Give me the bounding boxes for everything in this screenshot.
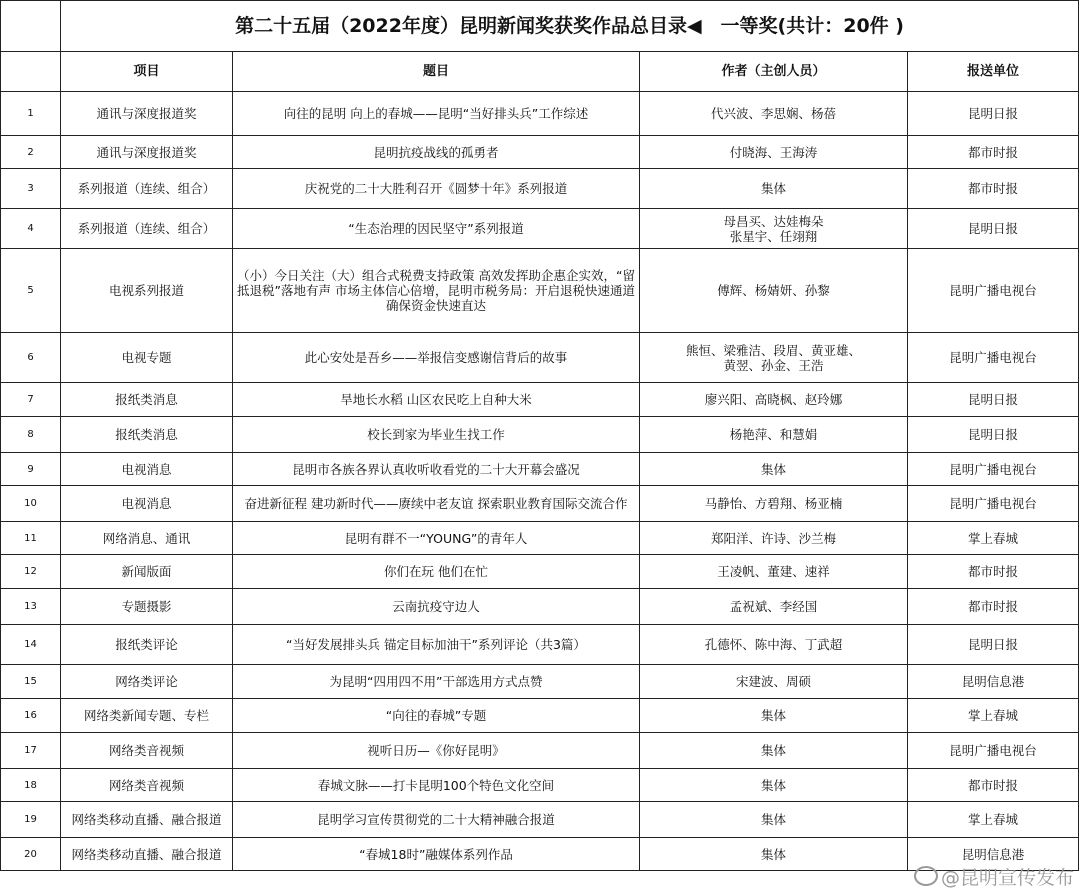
table-row [1,522,1079,555]
row-number: 17 [1,733,61,769]
row-unit: 昆明日报 [908,92,1079,136]
row-number: 1 [1,92,61,136]
row-author: 宋建波、周硕 [640,665,908,699]
row-unit: 昆明广播电视台 [908,486,1079,522]
row-unit: 昆明广播电视台 [908,333,1079,383]
row-number: 8 [1,417,61,453]
row-title: 视听日历—《你好昆明》 [233,733,640,769]
header-title: 题目 [233,52,640,92]
row-category: 电视消息 [61,453,233,486]
watermark [914,863,1074,890]
row-category: 通讯与深度报道奖 [61,136,233,169]
row-unit: 掌上春城 [908,699,1079,733]
row-unit: 掌上春城 [908,802,1079,838]
row-category: 网络类音视频 [61,733,233,769]
row-number: 5 [1,249,61,333]
row-title: 奋进新征程 建功新时代——赓续中老友谊 探索职业教育国际交流合作 [233,486,640,522]
row-author: 集体 [640,699,908,733]
row-number: 12 [1,555,61,589]
row-category: 电视消息 [61,486,233,522]
row-author: 集体 [640,802,908,838]
row-number: 7 [1,383,61,417]
weibo-icon [914,866,938,886]
row-author: 熊恒、梁雅洁、段眉、黄亚雄、 黄翌、孙金、王浩 [640,333,908,383]
row-category: 网络类移动直播、融合报道 [61,838,233,871]
table-row [1,555,1079,589]
table-row [1,625,1079,665]
row-unit: 都市时报 [908,136,1079,169]
row-number: 18 [1,769,61,802]
row-unit: 昆明日报 [908,625,1079,665]
row-author: 集体 [640,733,908,769]
row-unit: 昆明信息港 [908,665,1079,699]
row-unit: 都市时报 [908,169,1079,209]
row-number: 9 [1,453,61,486]
row-title: 你们在玩 他们在忙 [233,555,640,589]
row-title: 为昆明“四用四不用”干部选用方式点赞 [233,665,640,699]
row-number: 20 [1,838,61,871]
row-category: 新闻版面 [61,555,233,589]
row-title: “生态治理的因民坚守”系列报道 [233,209,640,249]
table-row [1,209,1079,249]
row-author: 王凌帆、董建、速祥 [640,555,908,589]
row-unit: 都市时报 [908,769,1079,802]
row-number: 13 [1,589,61,625]
row-title: “当好发展排头兵 锚定目标加油干”系列评论（共3篇） [233,625,640,665]
row-author: 孟祝斌、李经国 [640,589,908,625]
row-number: 11 [1,522,61,555]
row-unit: 昆明广播电视台 [908,733,1079,769]
table-row [1,665,1079,699]
row-title: 云南抗疫守边人 [233,589,640,625]
row-author: 马静怡、方碧翔、杨亚楠 [640,486,908,522]
watermark-text: @昆明宣传发布 [940,867,1074,889]
row-author: 集体 [640,453,908,486]
row-number: 16 [1,699,61,733]
table-row [1,453,1079,486]
row-title: 昆明有群不一“YOUNG”的青年人 [233,522,640,555]
title-blank-cell [1,1,61,52]
row-unit: 都市时报 [908,589,1079,625]
row-category: 电视系列报道 [61,249,233,333]
table-row [1,486,1079,522]
row-unit: 昆明广播电视台 [908,249,1079,333]
row-category: 网络类音视频 [61,769,233,802]
row-author: 傅辉、杨婧妍、孙黎 [640,249,908,333]
row-category: 系列报道（连续、组合） [61,169,233,209]
row-unit: 都市时报 [908,555,1079,589]
row-category: 网络消息、通讯 [61,522,233,555]
row-unit: 昆明信息港 [908,838,1079,871]
row-unit: 昆明日报 [908,417,1079,453]
row-author: 代兴波、李思娴、杨蓓 [640,92,908,136]
table-row [1,589,1079,625]
row-title: 向往的昆明 向上的春城——昆明“当好排头兵”工作综述 [233,92,640,136]
table-row [1,383,1079,417]
row-number: 6 [1,333,61,383]
row-unit: 掌上春城 [908,522,1079,555]
row-title: “春城18时”融媒体系列作品 [233,838,640,871]
row-author: 集体 [640,769,908,802]
row-title: 昆明学习宣传贯彻党的二十大精神融合报道 [233,802,640,838]
table-row [1,733,1079,769]
table-row [1,92,1079,136]
row-category: 报纸类消息 [61,383,233,417]
row-author: 集体 [640,169,908,209]
row-category: 报纸类评论 [61,625,233,665]
row-category: 专题摄影 [61,589,233,625]
header-author: 作者（主创人员） [640,52,908,92]
row-author: 郑阳洋、许诗、沙兰梅 [640,522,908,555]
title-row [1,1,1079,52]
row-title: 此心安处是吾乡——举报信变感谢信背后的故事 [233,333,640,383]
row-category: 通讯与深度报道奖 [61,92,233,136]
row-category: 电视专题 [61,333,233,383]
row-category: 网络类移动直播、融合报道 [61,802,233,838]
row-number: 4 [1,209,61,249]
row-category: 网络类新闻专题、专栏 [61,699,233,733]
header-category: 项目 [61,52,233,92]
table-row [1,333,1079,383]
row-number: 15 [1,665,61,699]
table-row [1,699,1079,733]
header-row [1,52,1079,92]
table-row [1,769,1079,802]
table-row [1,417,1079,453]
row-title: 校长到家为毕业生找工作 [233,417,640,453]
row-title: 春城文脉——打卡昆明100个特色文化空间 [233,769,640,802]
header-unit: 报送单位 [908,52,1079,92]
row-unit: 昆明广播电视台 [908,453,1079,486]
row-author: 杨艳萍、和慧娟 [640,417,908,453]
row-author: 孔德怀、陈中海、丁武超 [640,625,908,665]
row-author: 付晓海、王海涛 [640,136,908,169]
row-author: 廖兴阳、高晓枫、赵玲娜 [640,383,908,417]
page-title: 第二十五届（2022年度）昆明新闻奖获奖作品总目录◀ 一等奖(共计：20件 ) [61,1,1079,52]
row-number: 10 [1,486,61,522]
table-row [1,136,1079,169]
row-unit: 昆明日报 [908,209,1079,249]
row-number: 2 [1,136,61,169]
row-title: “向往的春城”专题 [233,699,640,733]
row-number: 19 [1,802,61,838]
row-title: 旱地长水稻 山区农民吃上自种大米 [233,383,640,417]
row-category: 网络类评论 [61,665,233,699]
table-row [1,249,1079,333]
table-row [1,169,1079,209]
row-number: 3 [1,169,61,209]
row-title: 庆祝党的二十大胜利召开《圆梦十年》系列报道 [233,169,640,209]
row-unit: 昆明日报 [908,383,1079,417]
header-no [1,52,61,92]
table-row [1,802,1079,838]
row-number: 14 [1,625,61,665]
row-title: （小）今日关注（大）组合式税费支持政策 高效发挥助企惠企实效，“留抵退税”落地有声 市场主体信心倍增，昆明市税务局：开启退税快速通道 确保资金快速直达 [233,249,640,333]
row-category: 报纸类消息 [61,417,233,453]
row-author: 母昌买、达娃梅朵 张星宇、任翊翔 [640,209,908,249]
row-author: 集体 [640,838,908,871]
row-title: 昆明抗疫战线的孤勇者 [233,136,640,169]
row-category: 系列报道（连续、组合） [61,209,233,249]
row-title: 昆明市各族各界认真收听收看党的二十大开幕会盛况 [233,453,640,486]
